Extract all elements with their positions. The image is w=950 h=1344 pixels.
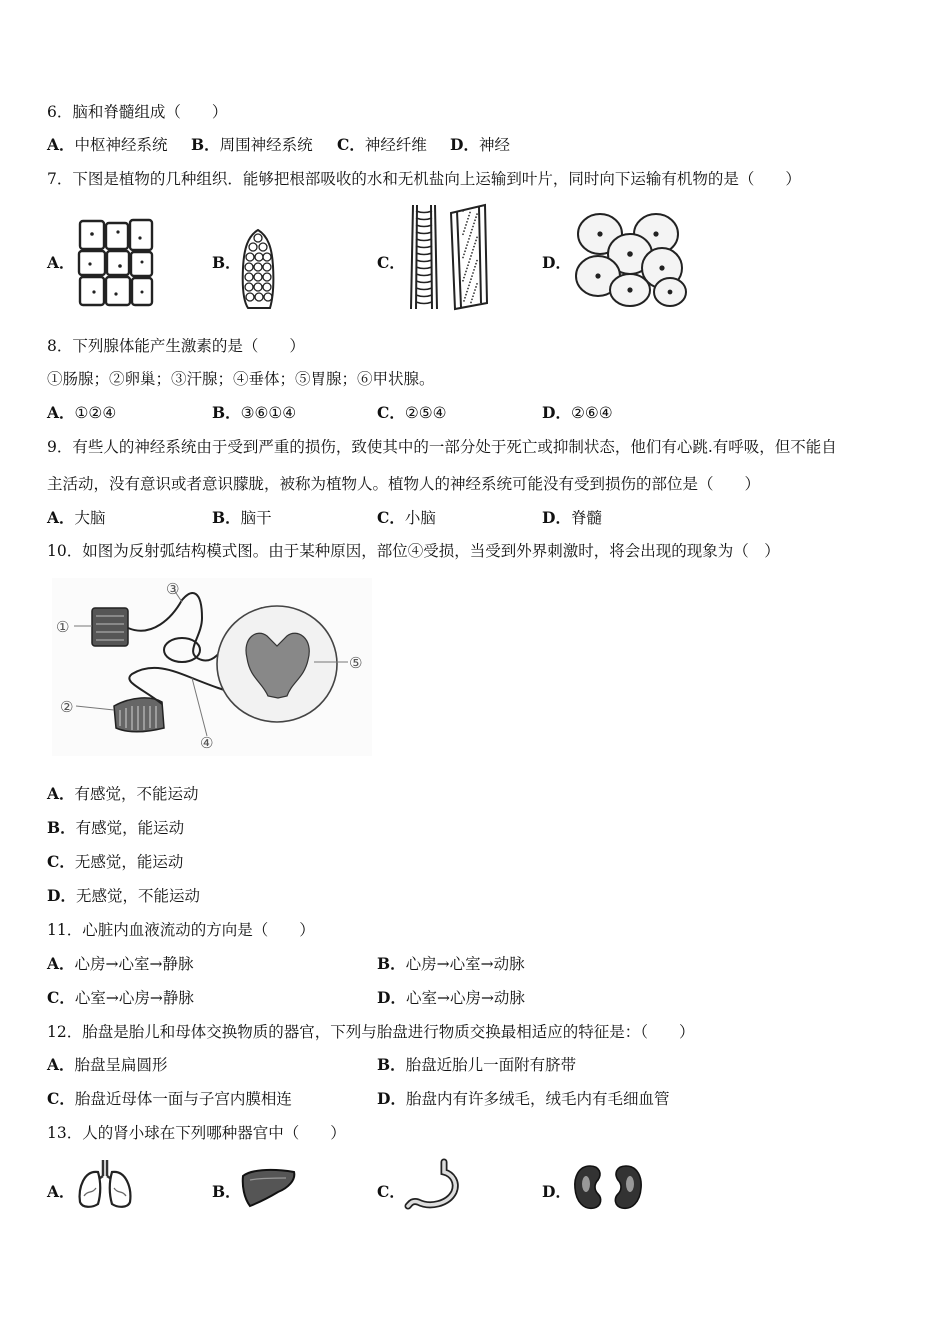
q12-stem: 12．胎盘是胎儿和母体交换物质的器官，下列与胎盘进行物质交换最相适应的特征是：（ ） (47, 1023, 695, 1041)
q7-label-b[interactable]: B． (212, 253, 241, 272)
q11-option-c[interactable]: C．心室→心房→静脉 (47, 988, 194, 1007)
q9-stem-line-2: 主活动，没有意识或者意识朦胧，被称为植物人。植物人的神经系统可能没有受到损伤的部位是（ ） (47, 475, 761, 493)
q10-label-2: ② (60, 698, 74, 716)
q6-stem: 6．脑和脊髓组成（ ） (47, 103, 228, 121)
q10-option-b[interactable]: B．有感觉，能运动 (47, 818, 185, 837)
q10-stem: 10．如图为反射弧结构模式图。由于某种原因，部位④受损，当受到外界刺激时，将会出现的现象为（ ） (47, 542, 780, 560)
q11-option-b[interactable]: B．心房→心室→动脉 (377, 954, 525, 973)
stomach-icon (404, 1160, 464, 1210)
q9-option-a[interactable]: A．大脑 (47, 508, 106, 527)
q10-label-3: ③ (166, 580, 180, 598)
q10-reflex-arc-figure (52, 578, 372, 756)
q6-option-a[interactable]: A．中枢神经系统 (47, 135, 168, 154)
q11-option-a[interactable]: A．心房→心室→静脉 (47, 954, 194, 973)
q12-option-b[interactable]: B．胎盘近胎儿一面附有脐带 (377, 1055, 577, 1074)
q6-option-c[interactable]: C．神经纤维 (337, 135, 427, 154)
q10-option-d[interactable]: D．无感觉，不能运动 (47, 886, 200, 905)
q6-option-b[interactable]: B．周围神经系统 (191, 135, 313, 154)
q6-option-d[interactable]: D．神经 (450, 135, 510, 154)
q11-option-d[interactable]: D．心室→心房→动脉 (377, 988, 525, 1007)
q8-items: ①肠腺；②卵巢；③汗腺；④垂体；⑤胃腺；⑥甲状腺。 (47, 370, 435, 388)
q13-label-d[interactable]: D． (542, 1182, 571, 1201)
q13-stem: 13．人的肾小球在下列哪种器官中（ ） (47, 1124, 346, 1142)
q7-figure-a-parenchyma (76, 218, 156, 310)
q9-stem-line-1: 9．有些人的神经系统由于受到严重的损伤，致使其中的一部分处于死亡或抑制状态，他们有心跳.有呼吸，但不能自 (47, 438, 837, 456)
q10-option-a[interactable]: A．有感觉，不能运动 (47, 784, 199, 803)
q9-option-d[interactable]: D．脊髓 (542, 508, 602, 527)
q8-stem: 8．下列腺体能产生激素的是（ ） (47, 337, 305, 355)
q8-option-c[interactable]: C．②⑤④ (377, 403, 447, 422)
q7-figure-c-conducting-tissue (405, 203, 490, 311)
q9-option-b[interactable]: B．脑干 (212, 508, 272, 527)
q13-label-b[interactable]: B． (212, 1182, 241, 1201)
q7-figure-b-meristem (238, 228, 278, 310)
q10-option-c[interactable]: C．无感觉，能运动 (47, 852, 184, 871)
q9-option-c[interactable]: C．小脑 (377, 508, 436, 527)
q8-option-b[interactable]: B．③⑥①④ (212, 403, 297, 422)
q8-option-d[interactable]: D．②⑥④ (542, 403, 613, 422)
q7-label-c[interactable]: C． (377, 253, 405, 272)
q13-label-c[interactable]: C． (377, 1182, 405, 1201)
q10-label-1: ① (56, 618, 70, 636)
q12-option-c[interactable]: C．胎盘近母体一面与子宫内膜相连 (47, 1089, 292, 1108)
q10-label-4: ④ (200, 734, 214, 752)
q7-label-d[interactable]: D． (542, 253, 571, 272)
q7-label-a[interactable]: A． (47, 253, 75, 272)
q13-label-a[interactable]: A． (47, 1182, 75, 1201)
kidneys-icon (572, 1164, 644, 1212)
q8-option-a[interactable]: A．①②④ (47, 403, 117, 422)
q7-figure-d-protective-cells (570, 208, 690, 308)
q11-stem: 11．心脏内血液流动的方向是（ ） (47, 921, 315, 939)
q12-option-d[interactable]: D．胎盘内有许多绒毛，绒毛内有毛细血管 (377, 1089, 670, 1108)
liver-icon (240, 1166, 298, 1210)
q12-option-a[interactable]: A．胎盘呈扁圆形 (47, 1055, 168, 1074)
lungs-icon (76, 1158, 134, 1210)
q7-stem: 7．下图是植物的几种组织．能够把根部吸收的水和无机盐向上运输到叶片，同时向下运输有机物的是（ ） (47, 170, 801, 188)
q10-label-5: ⑤ (349, 654, 363, 672)
